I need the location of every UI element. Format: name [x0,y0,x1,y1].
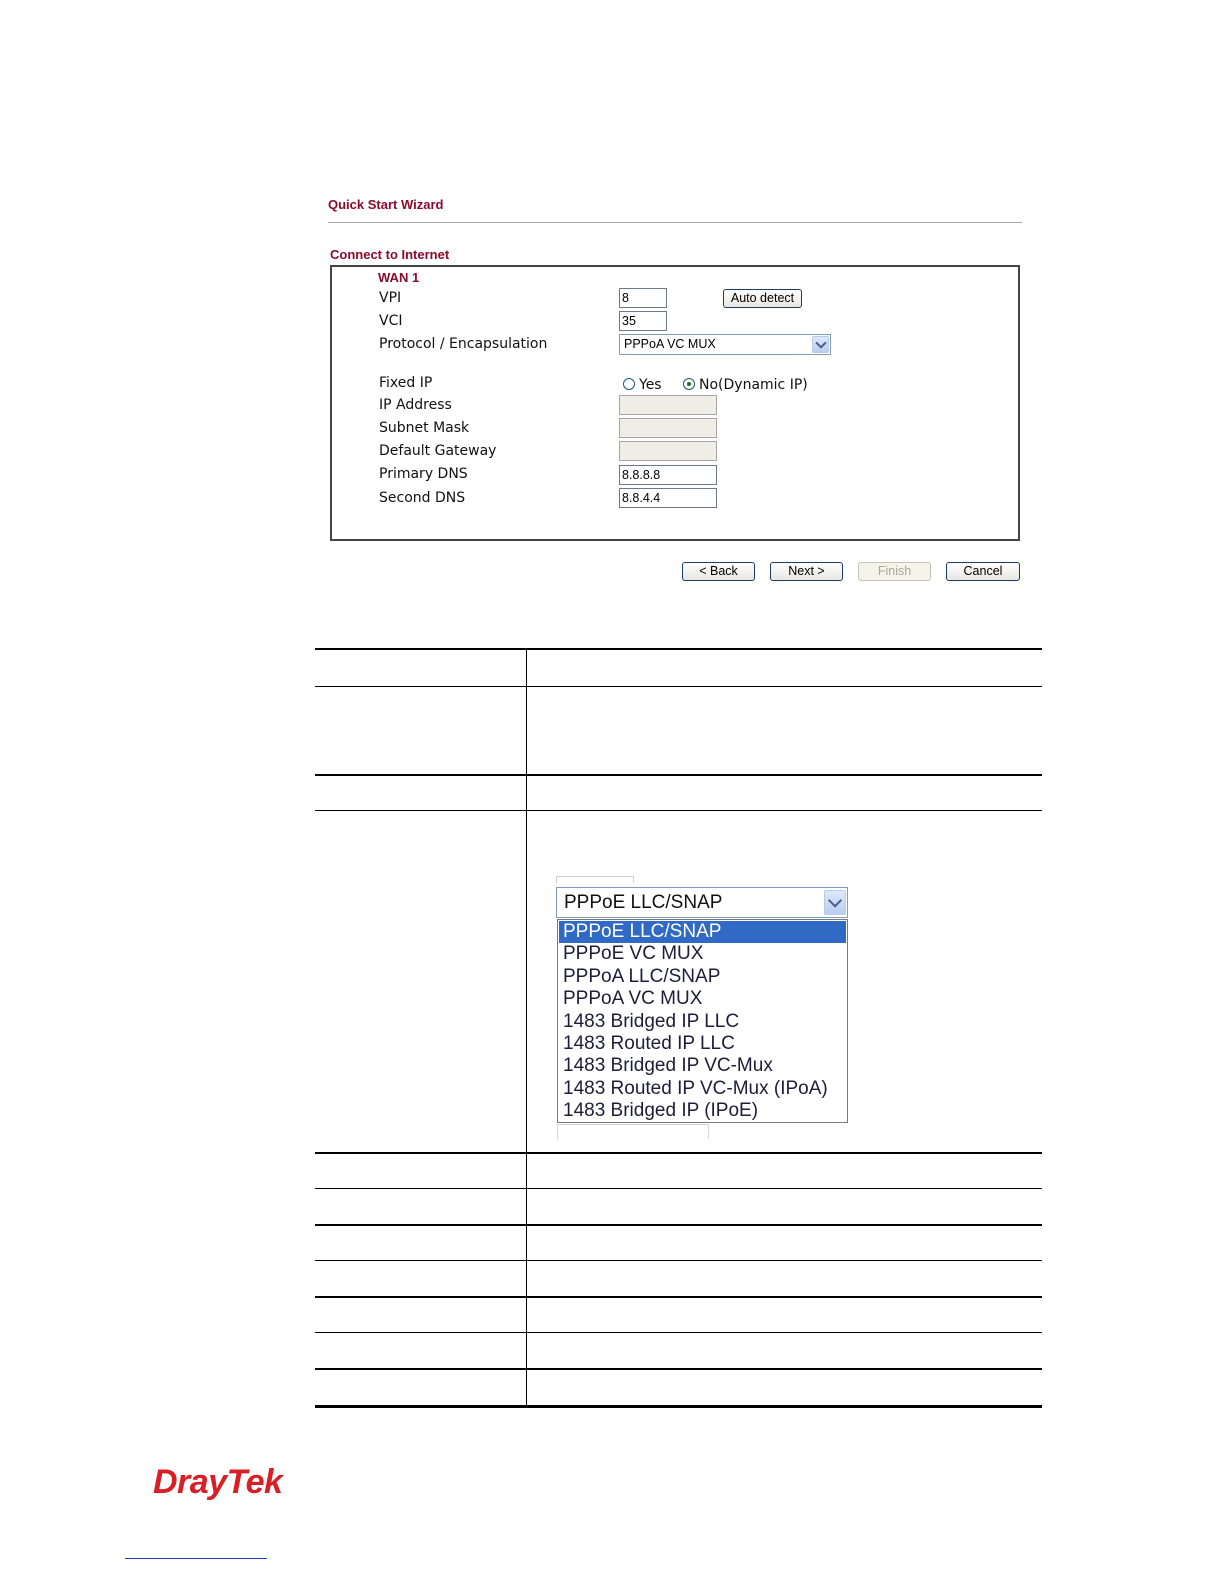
fixed-ip-no-label: No(Dynamic IP) [699,377,808,393]
back-button[interactable]: < Back [682,562,755,581]
table-row-rule [315,774,1042,776]
vci-input[interactable]: 35 [619,311,667,331]
second-dns-label: Second DNS [379,490,466,506]
default-gateway-label: Default Gateway [379,443,497,459]
subnet-mask-input[interactable] [619,418,717,438]
encapsulation-select-value: PPPoE LLC/SNAP [564,892,723,913]
table-row-rule [315,1296,1042,1298]
dropdown-option[interactable]: PPPoA VC MUX [563,988,703,1010]
ip-address-input[interactable] [619,395,717,415]
fixed-ip-no-radio[interactable] [683,378,695,390]
section-title: Connect to Internet [330,247,450,262]
next-button[interactable]: Next > [770,562,843,581]
dropdown-underlay [557,1124,709,1139]
table-row-rule [315,1260,1042,1261]
default-gateway-input[interactable] [619,441,717,461]
wan-label: WAN 1 [378,270,420,285]
dropdown-shadow [556,876,634,883]
subnet-mask-label: Subnet Mask [379,420,470,436]
table-column-divider [526,649,527,1407]
table-row-rule [315,1332,1042,1333]
protocol-label: Protocol / Encapsulation [379,336,548,352]
table-row-rule [315,810,1042,811]
fixed-ip-label: Fixed IP [379,375,433,391]
dropdown-option[interactable]: 1483 Routed IP VC-Mux (IPoA) [563,1077,828,1099]
fixed-ip-yes-label: Yes [639,377,662,393]
vpi-input[interactable]: 8 [619,288,667,308]
auto-detect-button[interactable]: Auto detect [723,289,802,308]
table-top-rule [315,648,1042,650]
dropdown-option[interactable]: PPPoA LLC/SNAP [563,965,721,987]
finish-button[interactable]: Finish [858,562,931,581]
table-row-rule [315,1188,1042,1189]
dropdown-option[interactable]: 1483 Bridged IP (IPoE) [563,1100,759,1122]
encapsulation-options-list [557,919,848,1123]
dropdown-option[interactable]: 1483 Routed IP LLC [563,1033,735,1054]
chevron-down-icon[interactable] [812,336,829,353]
dropdown-option[interactable]: 1483 Bridged IP VC-Mux [563,1055,773,1077]
wizard-title: Quick Start Wizard [328,197,444,212]
draytek-logo: DrayTek [153,1463,283,1501]
chevron-down-icon[interactable] [824,890,846,915]
protocol-select[interactable] [619,334,831,355]
footer-rule [125,1558,267,1559]
table-row-rule [315,1368,1042,1370]
encapsulation-select[interactable] [556,887,848,918]
table-row-rule [315,1152,1042,1154]
dropdown-option[interactable]: 1483 Bridged IP LLC [563,1010,740,1032]
primary-dns-input[interactable]: 8.8.8.8 [619,465,717,485]
table-bottom-rule [315,1405,1042,1408]
ip-address-label: IP Address [379,397,452,413]
table-row-rule [315,1224,1042,1226]
vpi-label: VPI [379,290,402,306]
primary-dns-label: Primary DNS [379,466,468,482]
title-divider [328,222,1022,223]
vci-label: VCI [379,313,403,329]
dropdown-option[interactable]: PPPoE LLC/SNAP [559,921,846,943]
cancel-button[interactable]: Cancel [946,562,1020,581]
table-row-rule [315,686,1042,687]
second-dns-input[interactable]: 8.8.4.4 [619,488,717,508]
fixed-ip-yes-radio[interactable] [623,378,635,390]
dropdown-option[interactable]: PPPoE VC MUX [563,943,704,965]
protocol-select-value: PPPoA VC MUX [624,337,716,351]
